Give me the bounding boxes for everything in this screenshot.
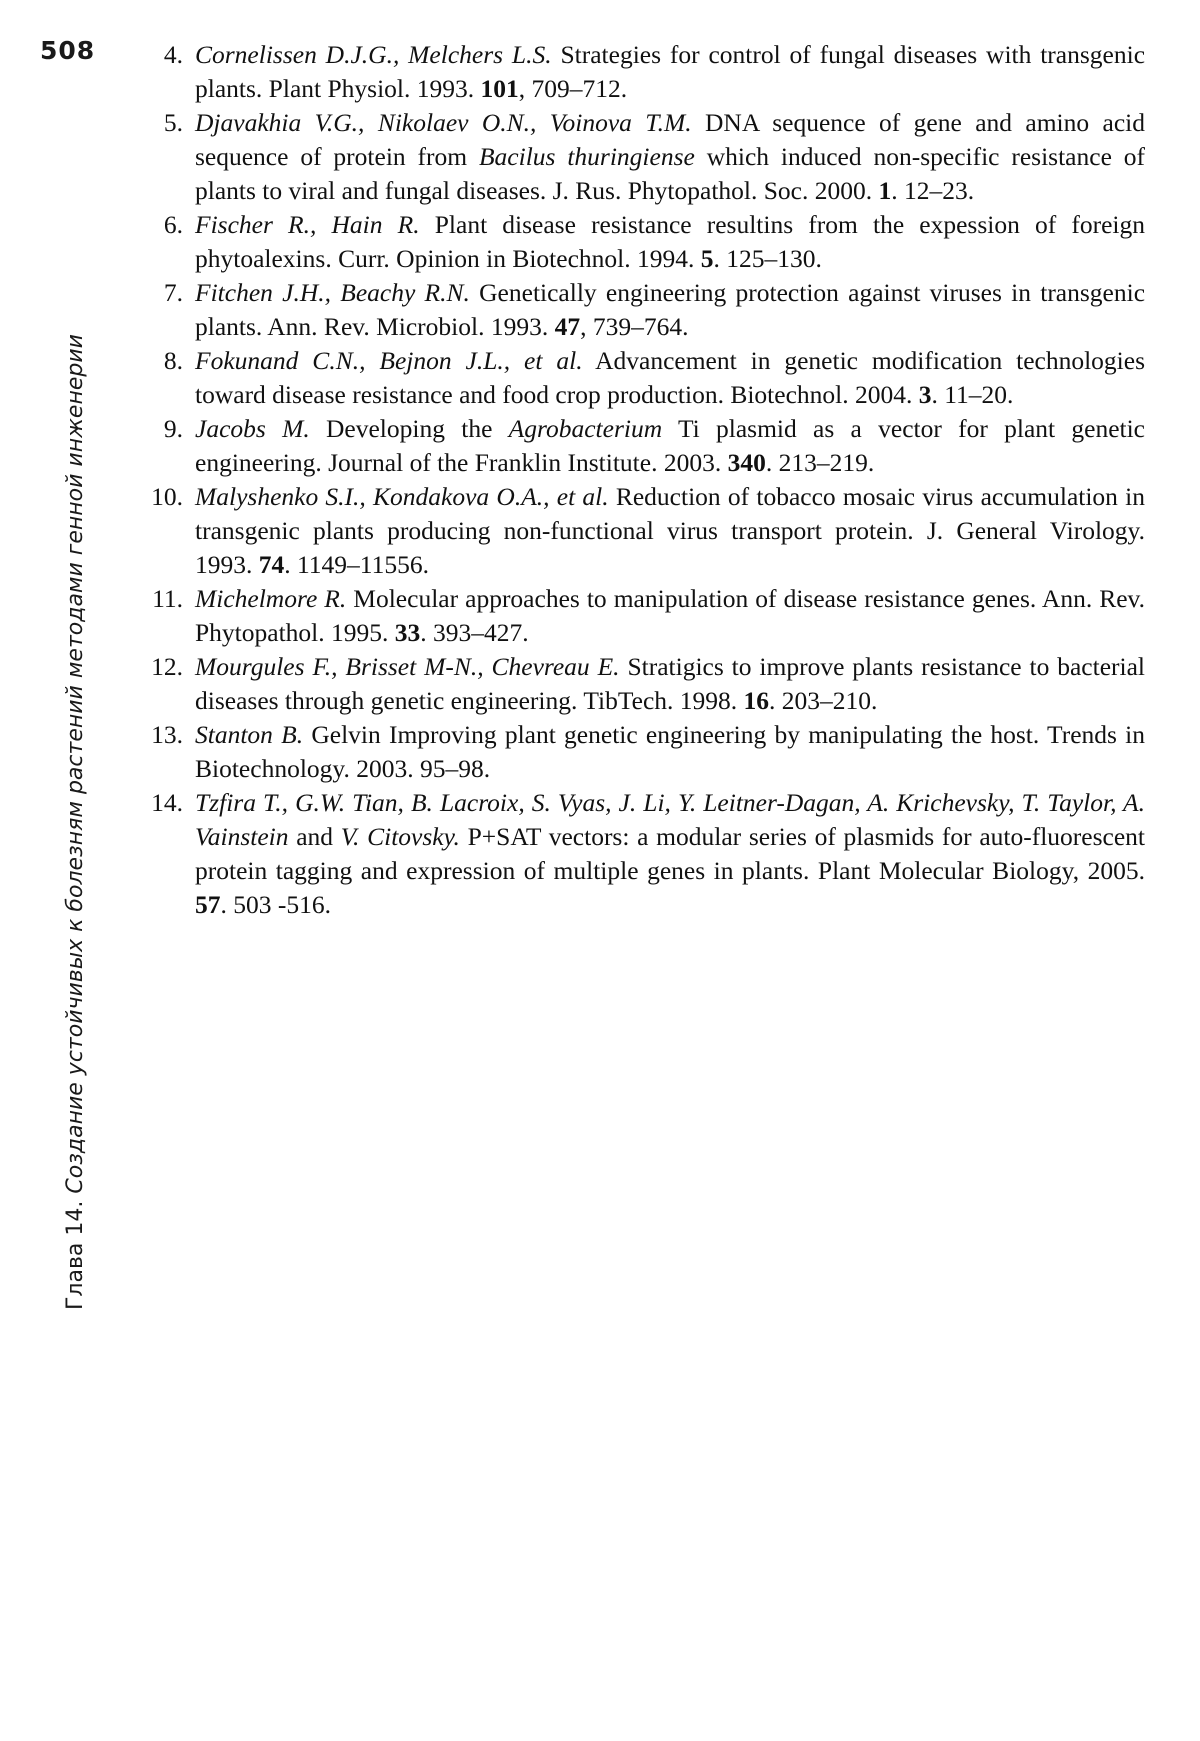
reference-title-continued: which induced non-specific resistance of plants to viral and fungal diseases. [195,142,1145,205]
reference-number: 4. [145,38,183,72]
reference-source: Ann. Rev. Microbiol. 1993. [267,312,548,341]
reference-volume: 16 [744,686,770,715]
reference-title: Stratigics to improve plants resistance to bacterial diseases through genetic engineering. [195,652,1145,715]
reference-number: 10. [145,480,183,514]
reference-item [145,786,1145,922]
reference-source: J. General Virology. 1993. [195,516,1145,579]
reference-taxon: Bacilus thuringiense [479,142,695,171]
reference-title: Gelvin Improving plant genetic engineering by manipulating the host. [311,720,1039,749]
reference-title: Plant disease resistance resultins from the expession of foreign phytoalexins. [195,210,1145,273]
reference-authors: Tzfira T., G.W. Tian, B. Lacroix, S. Vyas, J. Li, Y. Leitner-Dagan, A. Krichevsky, T. Taylor, A. Vainstein [195,788,1145,851]
reference-pages: . 1149–11556. [284,550,429,579]
reference-list [145,38,1145,922]
reference-pages: , 739–764. [580,312,688,341]
reference-source: J. Rus. Phytopathol. Soc. 2000. [553,176,873,205]
reference-item [145,412,1145,480]
reference-title: Genetically engineering protection against viruses in transgenic plants. [195,278,1145,341]
reference-source: TibTech. 1998. [583,686,737,715]
reference-authors: Michelmore R. [195,584,346,613]
reference-source: Plant Physiol. 1993. [269,74,474,103]
reference-authors: Djavakhia V.G., Nikolaev O.N., Voinova T.M. [195,108,692,137]
reference-volume: 33 [395,618,421,647]
reference-authors: Cornelissen D.J.G., Melchers L.S. [195,40,552,69]
reference-volume: 1 [879,176,892,205]
reference-title: DNA sequence of gene and amino acid sequence of protein from [195,108,1145,171]
reference-item [145,718,1145,786]
reference-volume: 101 [481,74,519,103]
reference-item [145,276,1145,344]
reference-authors: Stanton B. [195,720,303,749]
reference-title: Developing the [326,414,492,443]
reference-item [145,344,1145,412]
reference-authors-and: and [296,822,333,851]
reference-item [145,480,1145,582]
reference-title-continued: Ti plasmid as a vector for plant genetic engineering. [195,414,1145,477]
page-number: 508 [40,36,95,65]
reference-authors: Mourgules F., Brisset M-N., Chevreau E. [195,652,620,681]
reference-pages: . 203–210. [769,686,877,715]
reference-source: Plant Molecular Biology, 2005. [818,856,1145,885]
reference-source: Ann. Rev. Phytopathol. 1995. [195,584,1145,647]
reference-pages: . 393–427. [420,618,528,647]
chapter-label: Глава 14. [63,1201,88,1310]
reference-number: 9. [145,412,183,446]
reference-source: Trends in Biotechnology. 2003. 95–98. [195,720,1145,783]
reference-number: 14. [145,786,183,820]
reference-title: Molecular approaches to manipulation of disease resistance genes. [353,584,1036,613]
reference-pages: , 709–712. [519,74,627,103]
reference-source: Biotechnol. 2004. [730,380,912,409]
reference-number: 13. [145,718,183,752]
reference-volume: 5 [701,244,714,273]
reference-number: 7. [145,276,183,310]
reference-pages: . 213–219. [766,448,874,477]
reference-authors: Fitchen J.H., Beachy R.N. [195,278,470,307]
reference-item [145,650,1145,718]
reference-authors: Jacobs M. [195,414,310,443]
reference-item [145,38,1145,106]
reference-volume: 57 [195,890,221,919]
reference-pages: . 11–20. [931,380,1013,409]
reference-pages: . 12–23. [891,176,974,205]
reference-authors: Fokunand C.N., Bejnon J.L., et al. [195,346,583,375]
reference-authors-last: V. Citovsky. [341,822,460,851]
reference-title: P+SAT vectors: a modular series of plasmids for auto-fluorescent protein tagging and expression of multiple genes in plants. [195,822,1145,885]
reference-authors: Malyshenko S.I., Kondakova O.A., et al. [195,482,609,511]
reference-number: 5. [145,106,183,140]
reference-item [145,106,1145,208]
reference-number: 11. [145,582,183,616]
reference-volume: 47 [555,312,581,341]
chapter-title: Создание устойчивых к болезням растений методами генной инженерии [63,334,88,1194]
reference-title: Reduction of tobacco mosaic virus accumulation in transgenic plants producing non-functional virus transport protein. [195,482,1145,545]
reference-title: Strategies for control of fungal diseases with transgenic plants. [195,40,1145,103]
reference-item [145,582,1145,650]
reference-number: 8. [145,344,183,378]
reference-volume: 340 [728,448,766,477]
reference-volume: 74 [259,550,285,579]
reference-volume: 3 [919,380,932,409]
reference-source: Journal of the Franklin Institute. 2003. [328,448,721,477]
reference-authors: Fischer R., Hain R. [195,210,420,239]
reference-number: 12. [145,650,183,684]
reference-taxon: Agrobacterium [509,414,662,443]
reference-pages: . 503 -516. [221,890,332,919]
reference-number: 6. [145,208,183,242]
reference-item [145,208,1145,276]
reference-source: Curr. Opinion in Biotechnol. 1994. [338,244,694,273]
reference-pages: . 125–130. [713,244,821,273]
running-head [56,130,96,1310]
reference-title: Advancement in genetic modification technologies toward disease resistance and food crop production. [195,346,1145,409]
